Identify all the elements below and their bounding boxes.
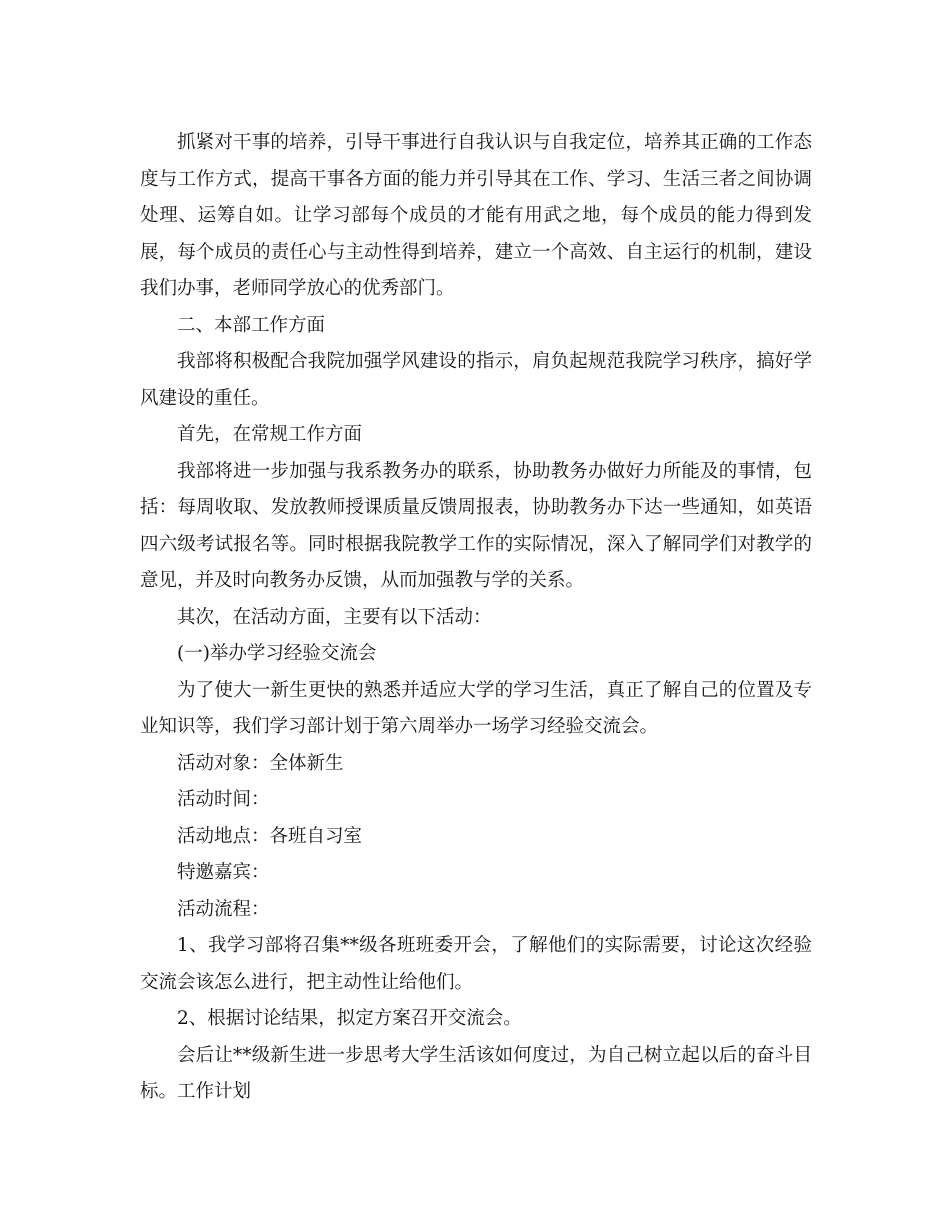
activity-guests: 特邀嘉宾： [177,862,270,883]
activity-time: 活动时间： [177,789,270,810]
activity-location: 活动地点：各班自习室 [177,825,363,847]
process-step-2: 2、根据讨论结果，拟定方案召开交流会。 [177,1008,522,1029]
heading-department-work: 二、本部工作方面 [177,314,326,336]
activity-process: 活动流程： [177,898,270,920]
paragraph-follow-up: 会后让**级新生进一步思考大学生活该如何度过，为自己树立起以后的奋斗目标。工作计划 [140,1044,812,1102]
heading-activities: 其次，在活动方面，主要有以下活动： [177,606,492,628]
heading-routine-work: 首先，在常规工作方面 [177,424,363,445]
heading-exchange-meeting: (一)举办学习经验交流会 [177,643,377,664]
paragraph-study-style: 我部将积极配合我院加强学风建设的指示，肩负起规范我院学习秩序，搞好学风建设的重任。 [140,351,812,409]
paragraph-academic-office: 我部将进一步加强与我系教务办的联系，协助教务办做好力所能及的事情，包括：每周收取、发放教师授课质量反馈周报表，协助教务办下达一些通知，如英语四六级考试报名等。同时根据我院教学工作的实际情况，深入了解同学们对教学的意见，并及时向教务办反馈，从而加强教与学的关系。 [140,460,812,591]
document-body [140,125,812,1111]
paragraph-cadre-training: 抓紧对干事的培养，引导干事进行自我认识与自我定位，培养其正确的工作态度与工作方式，提高干事各方面的能力并引导其在工作、学习、生活三者之间协调处理、运筹自如。让学习部每个成员的才能有用武之地，每个成员的能力得到发展，每个成员的责任心与主动性得到培养，建立一个高效、自主运行的机制，建设我们办事，老师同学放心的优秀部门。 [140,132,812,299]
paragraph-exchange-purpose: 为了使大一新生更快的熟悉并适应大学的学习生活，真正了解自己的位置及专业知识等，我们学习部计划于第六周举办一场学习经验交流会。 [140,679,812,737]
activity-target: 活动对象：全体新生 [177,752,344,774]
process-step-1: 1、我学习部将召集**级各班班委开会，了解他们的实际需要，讨论这次经验交流会该怎么进行，把主动性让给他们。 [140,935,812,993]
